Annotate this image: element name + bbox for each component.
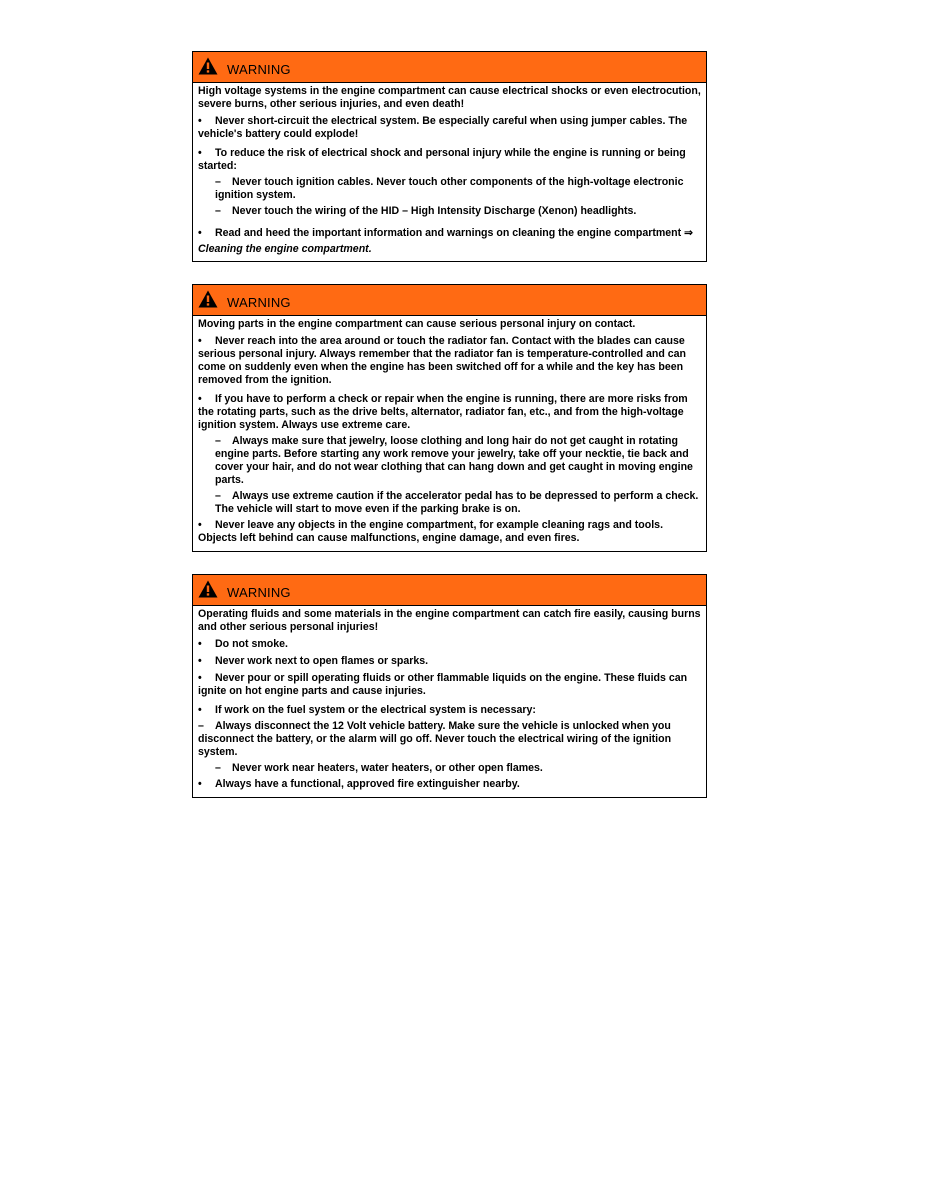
warning-header (193, 575, 706, 606)
warning-intro: Moving parts in the engine compartment can cause serious personal injury on contact. (198, 318, 636, 330)
cross-reference-link[interactable]: Cleaning the engine compartment. (198, 243, 372, 255)
warning-header (193, 52, 706, 83)
warning-box-moving-parts (192, 284, 707, 552)
bullet-item: • Always have a functional, approved fire extinguisher nearby. (198, 778, 520, 790)
warning-intro: Operating fluids and some materials in the engine compartment can catch fire easily, causing burns and other serious personal injuries! (198, 608, 701, 633)
bullet-item: • If you have to perform a check or repair when the engine is running, there are more risks from the rotating parts, such as the drive belts, alternator, radiator fan, etc., and from the high-voltage ignition system. Always use extreme care. (198, 393, 688, 431)
bullet-item: • Never leave any objects in the engine compartment, for example cleaning rags and tools. Objects left behind can cause malfunctions, engine damage, and even fires. (198, 519, 664, 544)
bullet-item: • Never work next to open flames or sparks. (198, 655, 429, 667)
bullet-item: • Never short-circuit the electrical system. Be especially careful when using jumper cables. The vehicle's battery could explode! (198, 115, 688, 140)
warning-body (193, 606, 706, 795)
bullet-item: • If work on the fuel system or the electrical system is necessary: (198, 704, 536, 716)
dash-item: – Never touch the wiring of the HID – High Intensity Discharge (Xenon) headlights. (215, 205, 637, 217)
dash-item: – Always disconnect the 12 Volt vehicle battery. Make sure the vehicle is unlocked when you disconnect the battery, or the alarm will go off. Never touch the electrical wiring of the ignition system. (198, 720, 672, 758)
warning-body (193, 83, 706, 261)
warning-triangle-icon (198, 580, 218, 598)
bullet-item: • To reduce the risk of electrical shock and personal injury while the engine is running or being started: (198, 147, 686, 172)
dash-item: – Never work near heaters, water heaters, or other open flames. (215, 762, 543, 774)
warning-title: WARNING (227, 61, 291, 77)
warning-title: WARNING (227, 584, 291, 600)
warning-triangle-icon (198, 290, 218, 308)
dash-item: – Always use extreme caution if the accelerator pedal has to be depressed to perform a check. The vehicle will start to move even if the parking brake is on. (215, 490, 699, 515)
warning-title: WARNING (227, 294, 291, 310)
warning-body (193, 316, 706, 549)
bullet-item: • Never reach into the area around or touch the radiator fan. Contact with the blades can cause serious personal injury. Always remember that the radiator fan is temperature-controlled and can come on suddenly even when the engine has been switched off for a while and the key has been removed from the ignition. (198, 335, 687, 386)
warning-box-fire (192, 574, 707, 798)
warning-triangle-icon (198, 57, 218, 75)
dash-item: – Always make sure that jewelry, loose clothing and long hair do not get caught in rotating engine parts. Before starting any work remove your jewelry, take off your necktie, tie back and cover your hair, and do not wear clothing that can hang down and get caught in moving engine parts. (215, 435, 693, 486)
warning-box-electrical (192, 51, 707, 262)
warning-header (193, 285, 706, 316)
warning-intro: High voltage systems in the engine compartment can cause electrical shocks or even electrocution, severe burns, other serious injuries, and even death! (198, 85, 701, 110)
bullet-item: • Never pour or spill operating fluids or other flammable liquids on the engine. These fluids can ignite on hot engine parts and cause injuries. (198, 672, 688, 697)
bullet-item: • Do not smoke. (198, 638, 288, 650)
dash-item: – Never touch ignition cables. Never touch other components of the high-voltage electronic ignition system. (215, 176, 684, 201)
bullet-item: • Read and heed the important information and warnings on cleaning the engine compartment ⇒ Cleaning the engine compartment. (198, 227, 693, 255)
